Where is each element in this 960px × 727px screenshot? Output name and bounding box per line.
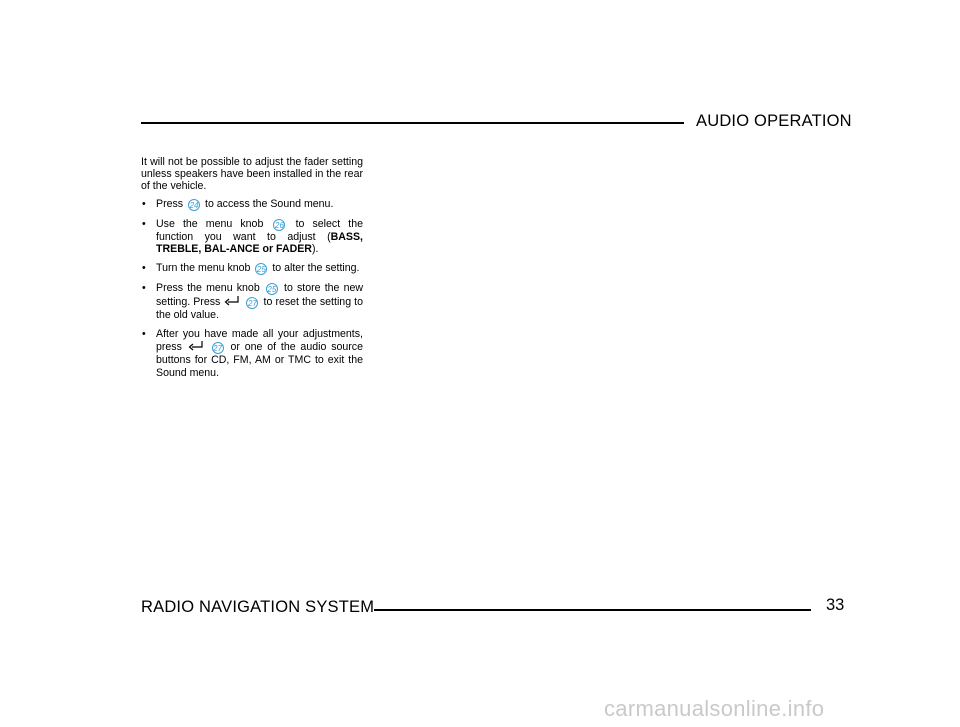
back-arrow-icon <box>224 295 240 306</box>
list-item <box>141 282 363 321</box>
bullet-text: to reset the setting to the old value. <box>156 296 363 322</box>
bullet-text: Press the menu knob <box>156 282 260 295</box>
bullet-bold-text: BASS, TREBLE, BAL-ANCE or FADER <box>156 230 363 255</box>
page-number: 33 <box>826 596 845 614</box>
bullet-text: Turn the menu knob <box>156 262 251 275</box>
bullet-text: or one of the audio source buttons for CD, FM, AM or TMC to exit the Sound menu. <box>156 341 363 379</box>
bullet-icon: • <box>142 197 146 210</box>
footer-title: RADIO NAVIGATION SYSTEM <box>141 598 375 616</box>
bullet-text: ). <box>311 242 319 255</box>
bullet-icon: • <box>142 282 146 295</box>
manual-content <box>141 156 363 386</box>
list-item <box>141 262 363 275</box>
bullet-text: to access the Sound menu. <box>205 197 334 210</box>
reference-marker: 27 <box>248 299 257 309</box>
bullet-text: Press <box>156 197 184 210</box>
bullet-icon: • <box>142 217 146 230</box>
bullet-text: to select the function you want to adjust ( <box>156 217 363 243</box>
bullet-text: to store the new setting. Press <box>156 282 364 309</box>
reference-marker: 25 <box>267 285 277 295</box>
reference-marker: 27 <box>213 344 223 354</box>
bullet-icon: • <box>142 328 146 341</box>
watermark: carmanualsonline.info <box>604 696 825 721</box>
instruction-list <box>141 198 363 379</box>
bullet-icon: • <box>142 262 146 275</box>
bullet-text: After you have made all your adjustments, press <box>156 328 363 354</box>
list-item <box>141 198 363 211</box>
reference-marker: 24 <box>189 200 199 210</box>
reference-marker: 25 <box>256 265 266 275</box>
list-item <box>141 218 363 255</box>
section-title: AUDIO OPERATION <box>696 112 852 130</box>
bullet-text: to alter the setting. <box>272 262 360 275</box>
footer-rule <box>374 609 811 611</box>
intro-paragraph: It will not be possible to adjust the fader setting unless speakers have been installed in the rear of the vehicle. <box>141 156 363 193</box>
reference-marker: 26 <box>275 220 284 230</box>
bullet-text: Use the menu knob <box>156 217 264 230</box>
list-item <box>141 328 363 379</box>
back-arrow-icon <box>188 340 204 351</box>
header-rule <box>141 122 684 124</box>
